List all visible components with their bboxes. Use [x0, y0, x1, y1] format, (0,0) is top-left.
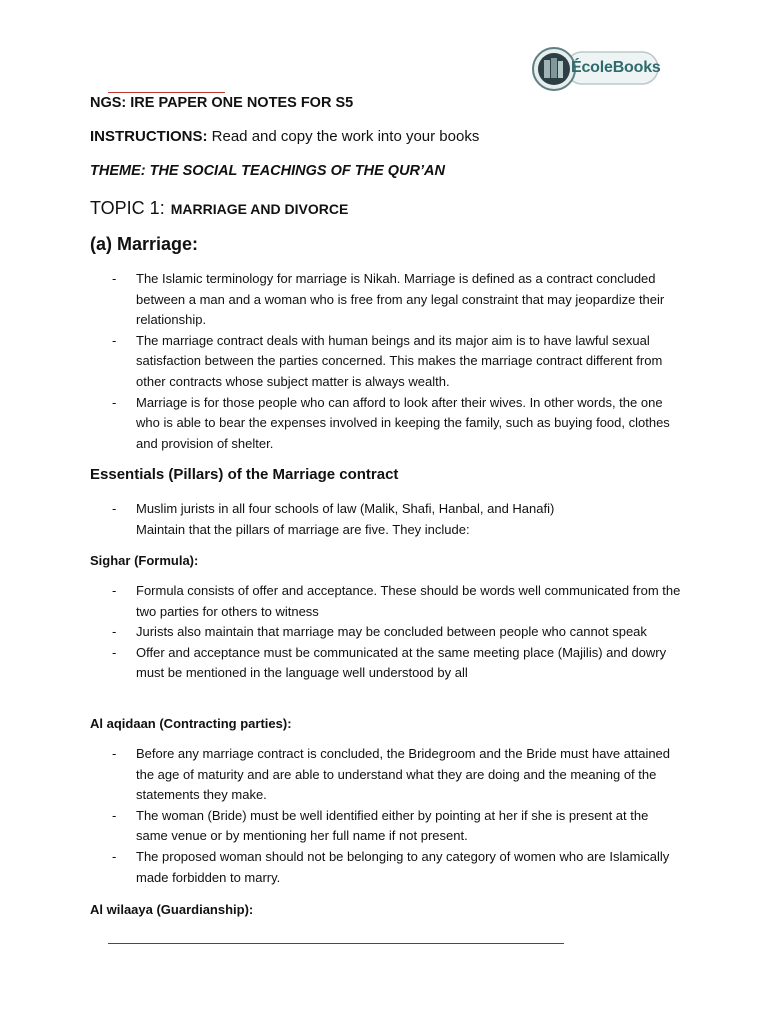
list-item: - The marriage contract deals with human beings and its major aim is to have lawful sexual satisfaction between the parties concerned. This makes the marriage contract different from other contracts whose subject matter is always wealth. [112, 332, 663, 389]
aqidaan-bullet-list [112, 744, 682, 888]
marriage-heading: (a) Marriage: [90, 234, 199, 254]
topic-title: MARRIAGE AND DIVORCE [170, 201, 349, 217]
logo-text: ÉcoleBooks [571, 59, 661, 76]
list-item: - Offer and acceptance must be communicated at the same meeting place (Majilis) and dowry must be mentioned in the language well understood by all [112, 644, 667, 681]
red-underline [108, 92, 225, 93]
list-item: - Muslim jurists in all four schools of law (Malik, Shafi, Hanbal, and Hanafi) [112, 501, 555, 516]
topic-label: TOPIC 1: [90, 198, 165, 218]
essentials-continuation: Maintain that the pillars of marriage are five. They include: [136, 522, 470, 537]
list-item: - Before any marriage contract is concluded, the Bridegroom and the Bride must have attained the age of maturity and are able to understand what they are doing and the meaning of the statements they make. [112, 746, 671, 803]
aqidaan-heading: Al aqidaan (Contracting parties): [90, 716, 292, 731]
sighar-heading: Sighar (Formula): [90, 553, 199, 568]
book-stack-icon [544, 58, 563, 78]
list-item: - The woman (Bride) must be well identified either by pointing at her if she is present at the same venue or by mentioning her full name if not present. [112, 807, 649, 844]
essentials-bullet-list [112, 499, 682, 520]
instructions-text: Read and copy the work into your books [207, 128, 480, 145]
topic-heading [90, 198, 348, 219]
wilaaya-heading: Al wilaaya (Guardianship): [90, 902, 254, 917]
sighar-bullet-list [112, 581, 682, 684]
list-item: - Marriage is for those people who can afford to look after their wives. In other words, the one who is able to bear the expenses involved in keeping the family, such as buying food, clothes and provision of shelter. [112, 394, 670, 451]
theme-heading: THEME: THE SOCIAL TEACHINGS OF THE QUR’AN [90, 163, 445, 179]
marriage-bullet-list [112, 269, 682, 454]
document-title: NGS: IRE PAPER ONE NOTES FOR S5 [90, 95, 354, 111]
list-item: - Jurists also maintain that marriage may be concluded between people who cannot speak [112, 624, 647, 640]
list-item: - The Islamic terminology for marriage is Nikah. Marriage is defined as a contract concluded between a man and a woman who is free from any legal constraint that may jeopardize their relationship. [112, 271, 665, 328]
instructions-label: INSTRUCTIONS: [90, 128, 208, 145]
essentials-heading: Essentials (Pillars) of the Marriage contract [90, 466, 399, 483]
list-item: - The proposed woman should not be belonging to any category of women who are Islamically made forbidden to marry. [112, 848, 670, 885]
instructions-line [90, 128, 479, 145]
list-item: - Formula consists of offer and acceptance. These should be words well communicated from the two parties for others to witness [112, 583, 681, 619]
blue-underline [108, 943, 564, 944]
